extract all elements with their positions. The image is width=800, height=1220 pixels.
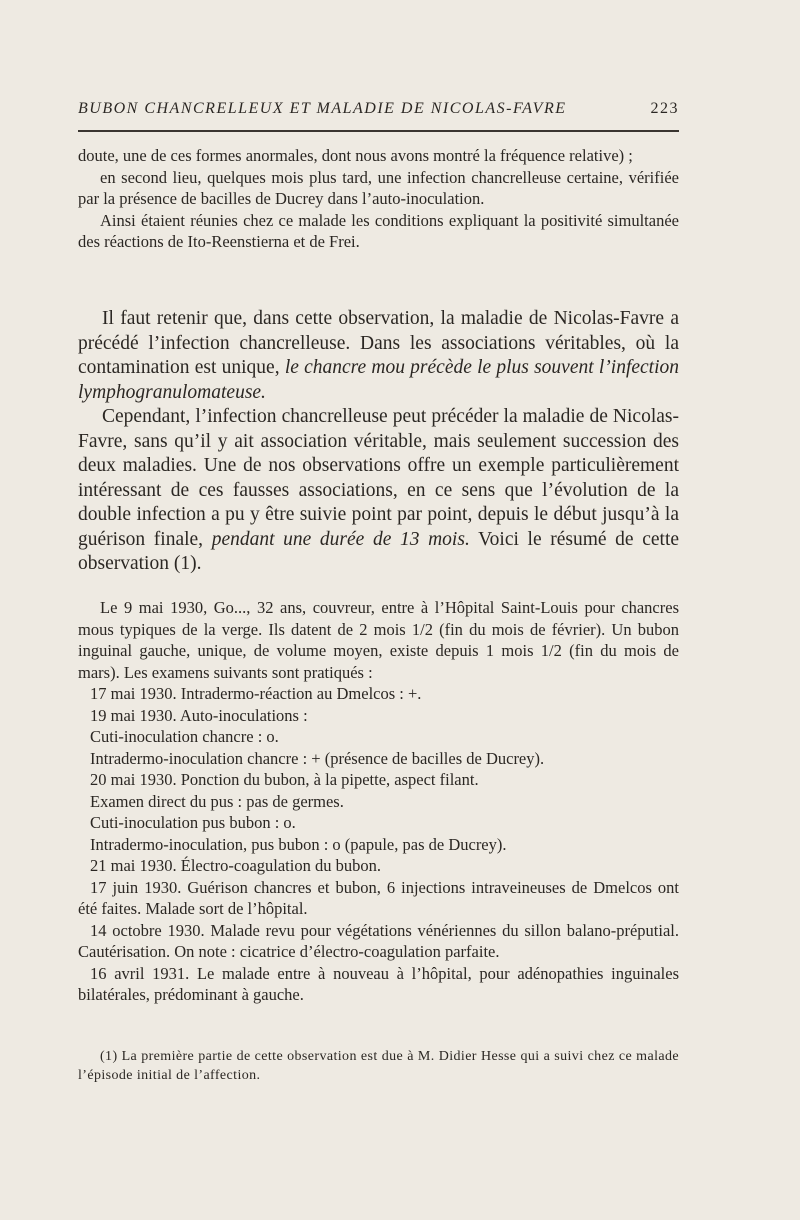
italic-text-run: pendant une durée de 13 mois.: [211, 528, 470, 550]
case-entry: 17 juin 1930. Guérison chancres et bubon, 6 injections intraveineuses de Dmelcos ont été faites. Malade sort de l’hôpital.: [78, 877, 679, 918]
italic-text-run: le chancre mou précède le plus souvent l’infection lymphogranulomateuse.: [78, 357, 680, 403]
page-header: [78, 100, 679, 118]
page-number: 223: [650, 100, 679, 117]
footnote: [78, 1047, 679, 1085]
case-entry: 19 mai 1930. Auto-inoculations :: [90, 705, 308, 725]
running-title: BUBON CHANCRELLEUX ET MALADIE DE NICOLAS-FAVRE: [78, 100, 567, 117]
case-report-block: [78, 597, 679, 1006]
paragraph: [78, 405, 679, 577]
case-entry: 14 octobre 1930. Malade revu pour végétations vénériennes du sillon balano-préputial. Cautérisation. On note : cicatrice d’électro-coagulation parfaite.: [78, 920, 679, 961]
paragraph: doute, une de ces formes anormales, dont nous avons montré la fréquence relative) ;: [78, 146, 633, 165]
case-entry: Cuti-inoculation chancre : o.: [90, 727, 279, 746]
text-run: Voici le résumé de cette observation (1).: [78, 528, 680, 574]
case-entry: Intradermo-inoculation, pus bubon : o (papule, pas de Ducrey).: [90, 834, 507, 854]
header-rule: [78, 130, 679, 132]
paragraph: en second lieu, quelques mois plus tard, une infection chancrelleuse certaine, vérifiée par la présence de bacilles de Ducrey dans l’auto-inoculation.: [78, 167, 679, 208]
main-text-block: [78, 307, 679, 577]
text-run: Cependant, l’infection chancrelleuse peut précéder la maladie de Nicolas-Favre, sans qu’il y ait association véritable, mais seulement succession des deux maladies. Une de nos observations offre un exemple particulièrement intéressant de ces fausses associations, en ce sens que l’évolution de la double infection a pu y être suivie point par point, depuis le début jusqu’à la guérison finale,: [78, 406, 679, 550]
case-entry: 20 mai 1930. Ponction du bubon, à la pipette, aspect filant.: [90, 770, 479, 789]
case-entry: 16 avril 1931. Le malade entre à nouveau à l’hôpital, pour adénopathies inguinales bilatérales, prédominant à gauche.: [78, 963, 679, 1004]
case-intro: Le 9 mai 1930, Go..., 32 ans, couvreur, entre à l’Hôpital Saint-Louis pour chancres mous typiques de la verge. Ils datent de 2 mois 1/2 (fin du mois de février). Un bubon inguinal gauche, unique, de volume moyen, existe depuis 1 mois 1/2 (fin du mois de mars). Les examens suivants sont pratiqués :: [78, 598, 679, 682]
case-entry: Cuti-inoculation pus bubon : o.: [90, 813, 296, 832]
paragraph: Ainsi étaient réunies chez ce malade les conditions expliquant la positivité simultanée des réactions de Ito-Reenstierna et de Frei.: [78, 210, 679, 251]
case-entry: 21 mai 1930. Électro-coagulation du bubon.: [90, 856, 381, 875]
footnote-text: (1) La première partie de cette observation est due à M. Didier Hesse qui a suivi chez ce malade l’épisode initial de l’affection.: [78, 1049, 679, 1083]
continuation-block: [78, 145, 679, 253]
paragraph: [78, 307, 679, 405]
case-entry: Examen direct du pus : pas de germes.: [90, 791, 344, 811]
text-run: Il faut retenir que, dans cette observation, la maladie de Nicolas-Favre a précédé l’infection chancrelleuse. Dans les associations véritables, où la contamination est unique,: [78, 308, 679, 378]
case-entry: 17 mai 1930. Intradermo-réaction au Dmelcos : +.: [90, 684, 422, 703]
case-entry: Intradermo-inoculation chancre : + (présence de bacilles de Ducrey).: [90, 748, 545, 768]
